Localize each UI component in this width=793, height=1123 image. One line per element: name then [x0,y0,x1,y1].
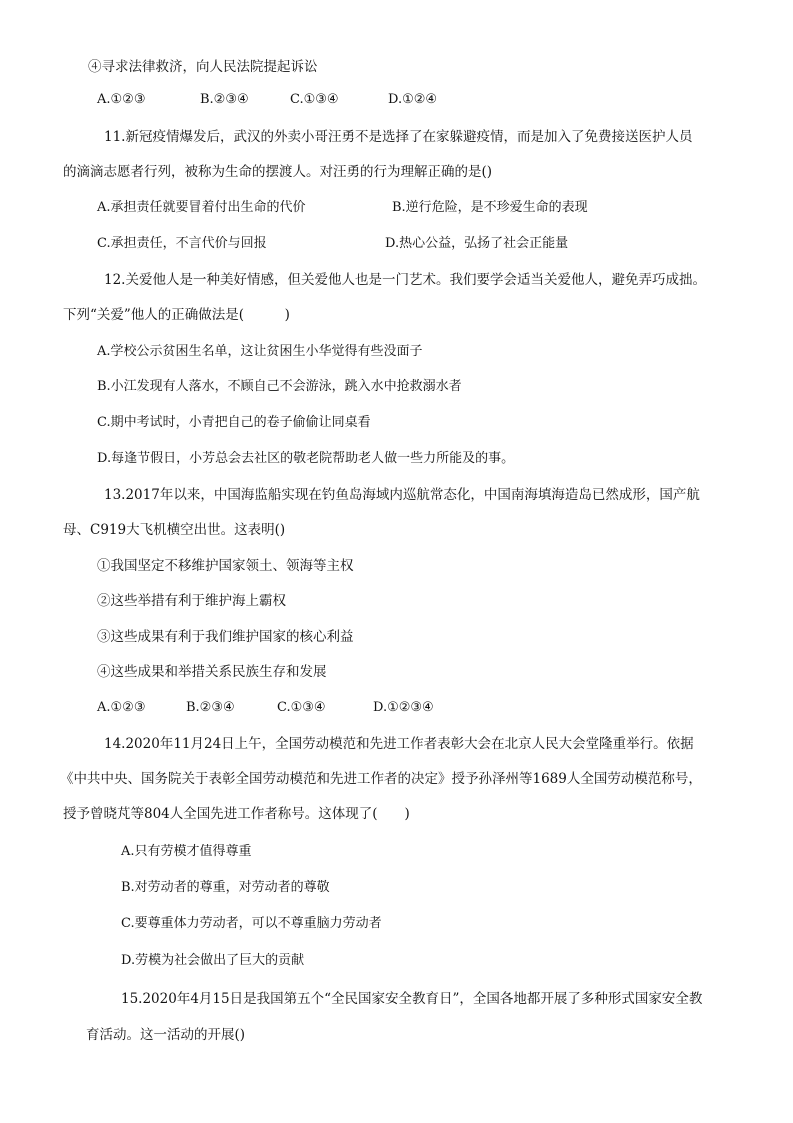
q13-item-3: ③这些成果有利于我们维护国家的核心利益 [97,629,354,645]
q12-stem-line2: 下列“关爱”他人的正确做法是( ) [63,307,290,323]
q13-option-d: D.①②③④ [373,700,434,715]
q10-option-c: C.①③④ [290,92,339,107]
q12-option-d: D.每逢节假日，小芳总会去社区的敬老院帮助老人做一些力所能及的事。 [97,451,515,466]
q11-stem-line1: 11.新冠疫情爆发后，武汉的外卖小哥汪勇不是选择了在家躲避疫情，而是加入了免费接送医护人员 [104,129,693,145]
q13-option-c: C.①③④ [277,700,326,715]
q15-stem-line2: 育活动。这一活动的开展() [86,1027,246,1043]
q13-item-1: ①我国坚定不移维护国家领土、领海等主权 [97,558,354,574]
q13-option-a: A.①②③ [97,700,146,715]
q15-stem-line1: 15.2020年4月15日是我国第五个“全民国家安全教育日”，全国各地都开展了多种形式国家安全教 [121,991,703,1007]
q13-stem-line2: 母、C919大飞机横空出世。这表明() [63,522,286,538]
q11-option-b: B.逆行危险，是不珍爱生命的表现 [392,200,588,215]
q12-option-a: A.学校公示贫困生名单，这让贫困生小华觉得有些没面子 [97,344,423,359]
q10-option-d: D.①②④ [388,92,438,107]
q13-item-2: ②这些举措有利于维护海上霸权 [97,593,286,609]
q14-stem-line2: 《中共中央、国务院关于表彰全国劳动模范和先进工作者的决定》授予孙泽州等1689人全国劳动模范称号， [60,771,702,787]
q11-option-a: A.承担责任就要冒着付出生命的代价 [97,200,306,215]
q13-item-4: ④这些成果和举措关系民族生存和发展 [97,664,327,680]
q14-stem-line1: 14.2020年11月24日上午，全国劳动模范和先进工作者表彰大会在北京人民大会堂隆重举行。依据 [104,736,694,752]
q14-option-b: B.对劳动者的尊重，对劳动者的尊敬 [121,880,330,895]
q10-option-b: B.②③④ [200,92,249,107]
q14-option-a: A.只有劳模才值得尊重 [121,844,252,859]
q10-item-4: ④寻求法律救济，向人民法院提起诉讼 [88,59,318,75]
q14-option-c: C.要尊重体力劳动者，可以不尊重脑力劳动者 [121,916,382,931]
q13-stem-line1: 13.2017年以来，中国海监船实现在钓鱼岛海域内巡航常态化，中国南海填海造岛已然成形，国产航 [104,487,700,503]
q12-option-c: C.期中考试时，小青把自己的卷子偷偷让同桌看 [97,415,371,430]
q11-stem-line2: 的滴滴志愿者行列，被称为生命的摆渡人。对汪勇的行为理解正确的是() [63,164,493,180]
q12-stem-line1: 12.关爱他人是一种美好情感，但关爱他人也是一门艺术。我们要学会适当关爱他人，避免弄巧成拙。 [104,272,706,288]
q14-stem-line3: 授予曾晓芃等804人全国先进工作者称号。这体现了( ) [63,806,410,822]
q11-option-c: C.承担责任，不言代价与回报 [97,236,267,251]
q10-option-a: A.①②③ [97,92,146,107]
q12-option-b: B.小江发现有人落水，不顾自己不会游泳，跳入水中抢救溺水者 [97,379,462,394]
q11-option-d: D.热心公益，弘扬了社会正能量 [385,236,569,251]
q13-option-b: B.②③④ [186,700,235,715]
q14-option-d: D.劳模为社会做出了巨大的贡献 [121,953,305,968]
